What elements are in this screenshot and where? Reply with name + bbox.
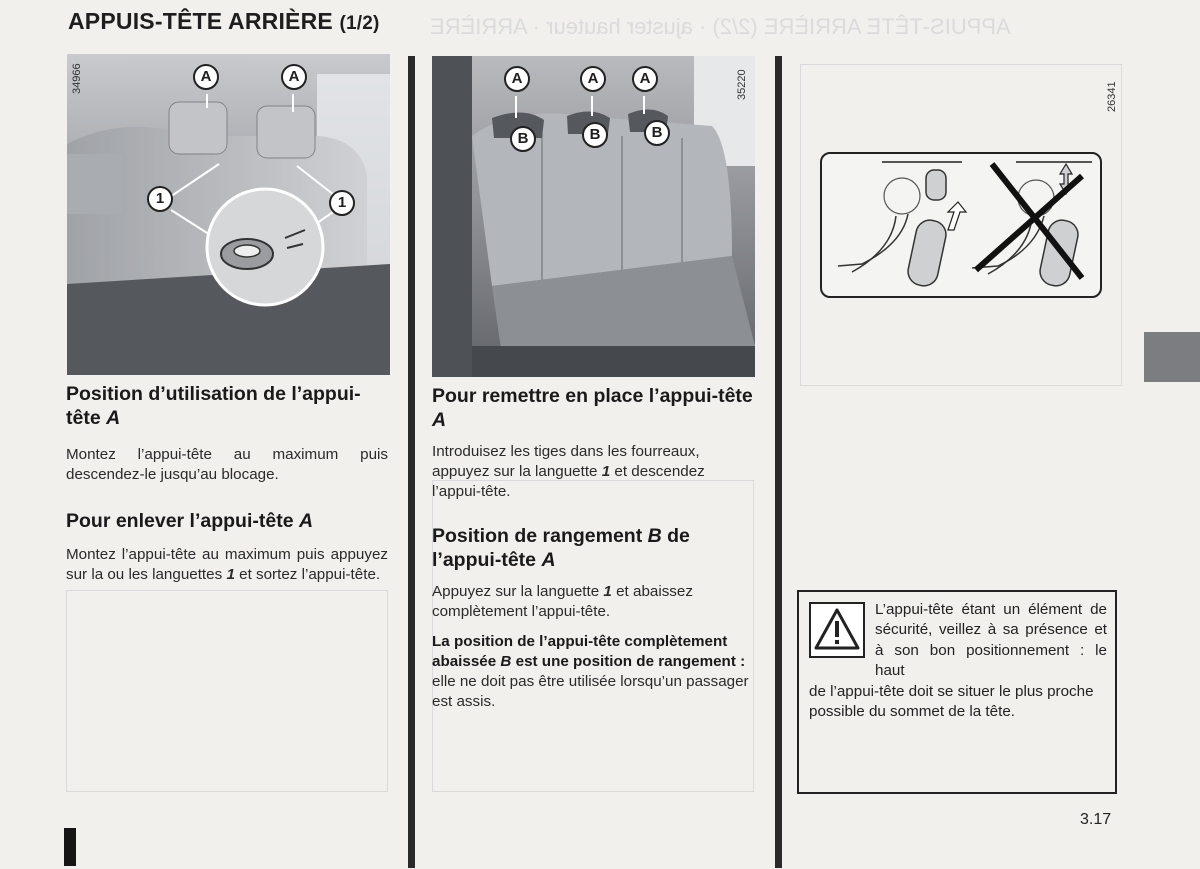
fig2-label-a: A [580,66,606,92]
fig1-label-1: 1 [147,186,173,212]
fig2-label-b: B [644,120,670,146]
column-rule-left [408,56,415,868]
page-number: 3.17 [1080,811,1112,828]
paragraph-remove-headrest: Montez l’appui-tête au maximum puis appuyez sur la ou les languettes 1 et sortez l’appui-tête. [66,546,388,583]
section-tab [1144,332,1200,382]
fig1-label-1: 1 [329,190,355,216]
fig1-label-a: A [281,64,307,90]
figure-ref-number: 34966 [71,63,83,94]
paragraph-refit-headrest: Introduisez les tiges dans les fourreaux, appuyez sur la languette 1 et descendez l’appui-tête. [432,443,705,500]
fig2-label-b: B [582,122,608,148]
figure-headrest-use-position [67,54,390,375]
column-1 [66,382,388,585]
column-rule-right [775,56,782,868]
heading-storage-position: Position de rangement B de l’appui-tête A [432,525,690,571]
paragraph-storage-note: La position de l’appui-tête complètement abaissée B est une position de rangement : elle ne doit pas être utilisée lorsqu’un passager est assis. [432,633,749,710]
paragraph-use-position: Montez l’appui-tête au maximum puis descendez-le jusqu’au blocage. [66,446,388,483]
column-2 [432,384,754,712]
paragraph-storage-position: Appuyez sur la languette 1 et abaissez complètement l’appui-tête. [432,583,693,620]
heading-refit-headrest: Pour remettre en place l’appui-tête A [432,385,753,431]
bleed-through-text: APPUIS-TÊTE ARRIÈRE (2/2) · ajuster hauteur · ARRIÈRE [430,14,1011,39]
heading-remove-headrest: Pour enlever l’appui-tête A [66,510,314,532]
footer-marker [64,828,76,866]
bleed-through-box [66,590,388,792]
figure-headrest-refit [432,56,755,377]
fig2-label-a: A [504,66,530,92]
safety-warning-box [797,590,1117,794]
figure-ref-number: 26341 [1106,81,1118,112]
fig2-label-b: B [510,126,536,152]
figure-ref-number: 35220 [736,69,748,100]
fig1-label-a: A [193,64,219,90]
fig2-label-a: A [632,66,658,92]
warning-text: L’appui-tête étant un élément de sécurité, veillez à sa présence et à son bon positionnement : le haut de l’appui-tête doit se situer le plus proche possible du sommet de la tête. [809,601,1107,721]
page-title: APPUIS-TÊTE ARRIÈRE (1/2) [68,8,380,34]
heading-use-position: Position d’utilisation de l’appui-tête A [66,383,361,429]
figure-headrest-height-diagram [820,152,1102,298]
